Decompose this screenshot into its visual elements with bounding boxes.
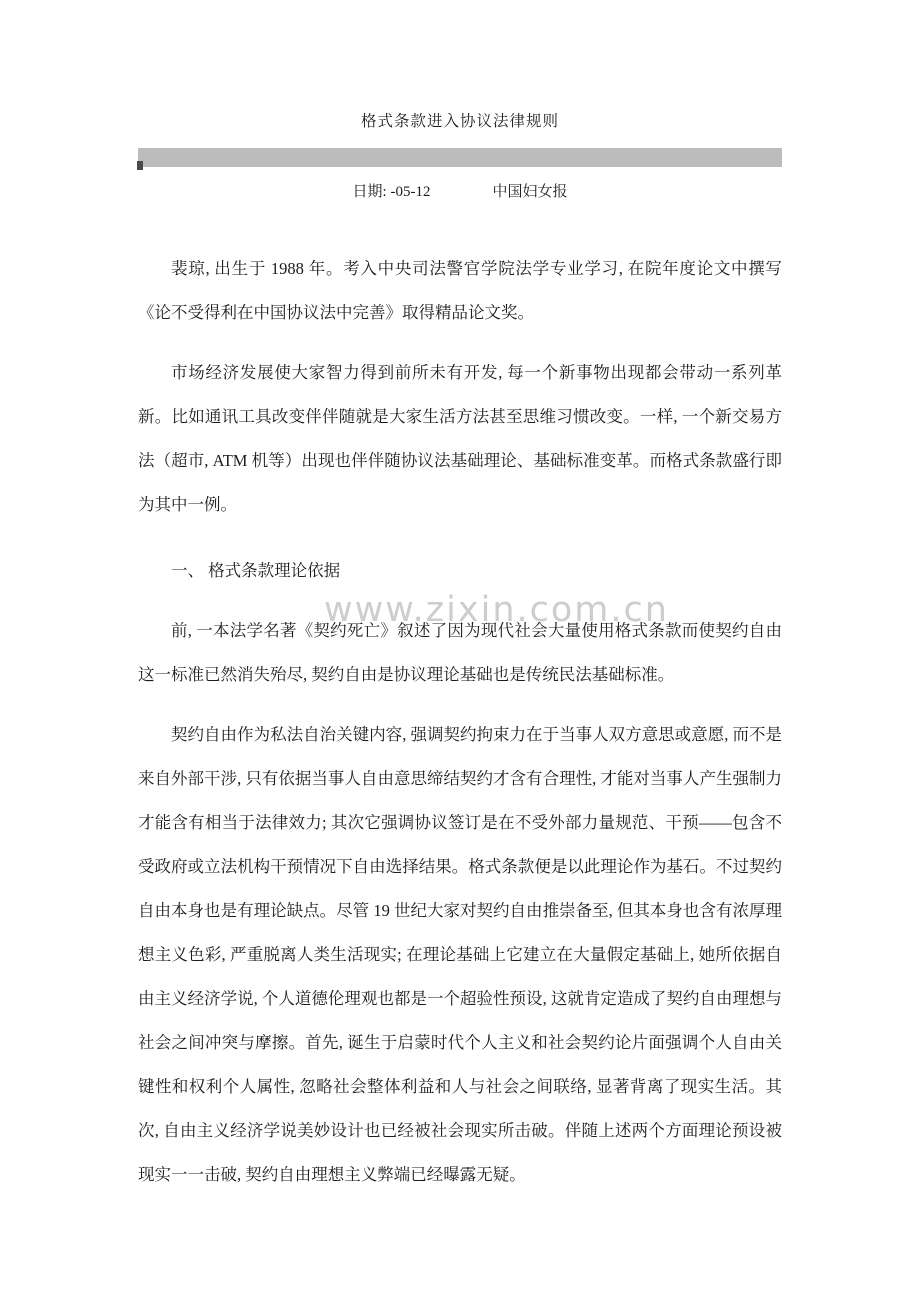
section-heading-1: 一、 格式条款理论依据 — [171, 561, 341, 580]
document-title: 格式条款进入协议法律规则 — [360, 113, 559, 130]
document-body — [138, 247, 782, 1197]
date-label: 日期: -05-12 — [352, 184, 431, 200]
title-divider-bar — [138, 148, 782, 167]
meta-line — [138, 180, 782, 201]
paragraph-contract-death: 前, 一本法学名著《契约死亡》叙述了因为现代社会大量使用格式条款而使契约自由这一标准已然消失殆尽, 契约自由是协议理论基础也是传统民法基础标准。 — [138, 621, 782, 684]
source-label: 中国妇女报 — [492, 184, 568, 200]
paragraph-intro: 市场经济发展使大家智力得到前所未有开发, 每一个新事物出现都会带动一系列革新。比如通讯工具改变伴伴随就是大家生活方法甚至思维习惯改变。一样, 一个新交易方法（超市, ATM 机等）出现也伴伴随协议法基础理论、基础标准变革。而格式条款盛行即为其中一例。 — [138, 363, 782, 514]
divider-tick — [137, 161, 143, 170]
paragraph-author-bio: 裴琼, 出生于 1988 年。考入中央司法警官学院法学专业学习, 在院年度论文中撰写《论不受得利在中国协议法中完善》取得精品论文奖。 — [138, 259, 782, 322]
paragraph-contract-freedom: 契约自由作为私法自治关键内容, 强调契约拘束力在于当事人双方意思或意愿, 而不是来自外部干涉, 只有依据当事人自由意思缔结契约才含有合理性, 才能对当事人产生强制力才能含有相当于法律效力; 其次它强调协议签订是在不受外部力量规范、干预——包含不受政府或立法机构干预情况下自由选择结果。格式条款便是以此理论作为基石。不过契约自由本身也是有理论缺点。尽管 19 世纪大家对契约自由推崇备至, 但其本身也含有浓厚理想主义色彩, 严重脱离人类生活现实; 在理论基础上它建立在大量假定基础上, 她所依据自由主义经济学说, 个人道德伦理观也都是一个超验性预设, 这就肯定造成了契约自由理想与社会之间冲突与摩擦。首先, 诞生于启蒙时代个人主义和社会契约论片面强调个人自由关键性和权利个人属性, 忽略社会整体利益和人与社会之间联络, 显著背离了现实生活。其次, 自由主义经济学说美妙设计也已经被社会现实所击破。伴随上述两个方面理论预设被现实一一击破, 契约自由理想主义弊端已经曝露无疑。 — [138, 725, 782, 1184]
watermark: www.zixin.com.cn — [324, 590, 669, 630]
